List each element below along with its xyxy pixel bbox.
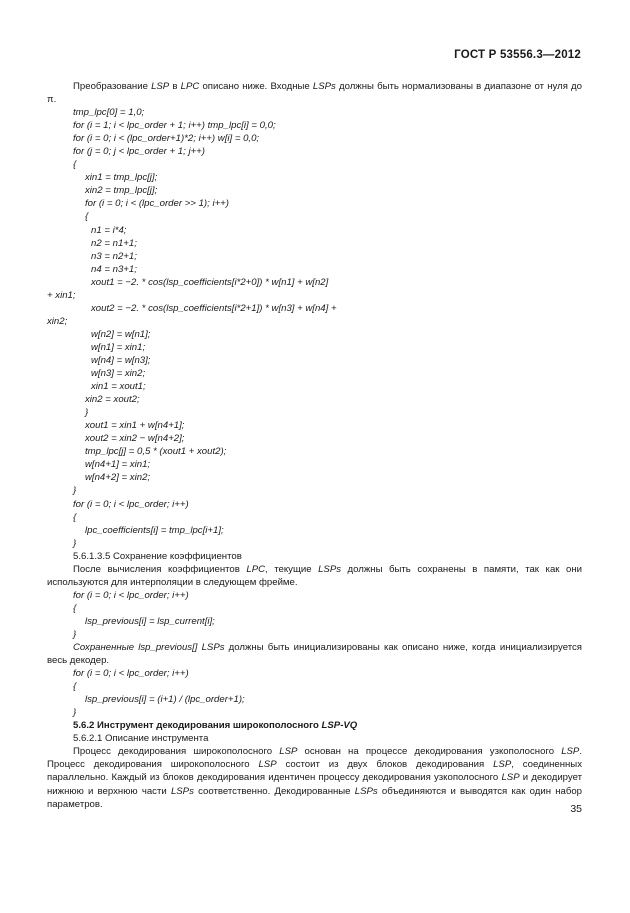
code-line: n1 = i*4; <box>91 224 127 236</box>
tool-paragraph <box>47 745 582 810</box>
code-line: xout2 = xin2 − w[n4+2]; <box>85 433 185 445</box>
page-content <box>47 80 582 811</box>
code-line: w[n1] = xin1; <box>91 341 146 353</box>
text-run: LSP <box>151 81 170 92</box>
section-title: 5.6.1.3.5 Сохранение коэффициентов <box>73 550 242 562</box>
text-run: LSP <box>561 746 580 758</box>
text-run: должны быть сохранены в памяти, так как они используются для интерполяции в следующем фрейме. <box>47 563 582 588</box>
code-line: xin1 = xout1; <box>91 381 146 393</box>
code-line: tmp_lpc[j] = 0,5 * (xout1 + xout2); <box>85 446 227 458</box>
code-line: xin1 = tmp_lpc[j]; <box>85 172 158 184</box>
code-line: xout1 = −2. * cos(lsp_coefficients[i*2+0]) * w[n1] + w[n2] <box>91 276 329 288</box>
text-run: , текущие <box>265 563 319 575</box>
code-line: for (i = 0; i < lpc_order; i++) <box>73 589 189 601</box>
code-line: for (i = 0; i < (lpc_order+1)*2; i++) w[i] = 0,0; <box>73 133 260 145</box>
code-line: tmp_lpc[0] = 1,0; <box>73 107 145 119</box>
code-line: xout1 = xin1 + w[n4+1]; <box>85 420 185 432</box>
text-run: в <box>169 81 181 92</box>
code-line: { <box>85 211 89 223</box>
code-line: w[n4] = w[n3]; <box>91 354 151 366</box>
init-paragraph <box>47 641 582 667</box>
text-run: должны быть нормализованы в диапазоне от нуля до π. <box>47 81 582 106</box>
text-run: должны быть инициализированы как описано ниже, когда инициализируется весь декодер. <box>47 642 582 667</box>
code-block-save <box>47 589 582 641</box>
intro-paragraph <box>47 80 582 106</box>
code-line: } <box>73 628 77 640</box>
text-run: LSP <box>493 759 512 771</box>
text-run: LPC <box>180 81 200 92</box>
code-line: lpc_coefficients[i] = tmp_lpc[i+1]; <box>85 524 224 536</box>
code-line: lsp_previous[i] = (i+1) / (lpc_order+1); <box>85 694 245 706</box>
code-line: n2 = n1+1; <box>91 237 137 249</box>
code-line: for (j = 0; j < lpc_order + 1; j++) <box>73 146 205 158</box>
code-block-lsp-to-lpc <box>47 106 582 550</box>
code-line: w[n2] = w[n1]; <box>91 328 151 340</box>
code-line: } <box>73 537 77 549</box>
text-run: Преобразование <box>73 81 152 92</box>
text-run: LSPs <box>312 81 336 92</box>
code-line: { <box>73 159 77 171</box>
page-number: 35 <box>570 803 582 815</box>
subsection-title: 5.6.2.1 Описание инструмента <box>73 733 209 745</box>
document-header: ГОСТ Р 53556.3—2012 <box>454 49 581 61</box>
code-line: w[n3] = xin2; <box>91 368 146 380</box>
code-line: for (i = 0; i < lpc_order; i++) <box>73 498 189 510</box>
code-line: xin2 = tmp_lpc[j]; <box>85 185 158 197</box>
code-line: for (i = 1; i < lpc_order + 1; i++) tmp_lpc[i] = 0,0; <box>73 120 276 132</box>
save-paragraph <box>47 563 582 589</box>
text-run: основан на процессе декодирования узкополосного <box>297 746 562 758</box>
text-run: LPC <box>246 563 266 575</box>
code-line: lsp_previous[i] = lsp_current[i]; <box>85 615 215 627</box>
text-run: LSPs <box>318 563 342 575</box>
code-line: n4 = n3+1; <box>91 263 137 275</box>
text-run: , соединенных параллельно. Каждый из блоков декодирования идентичен процессу декодирования узкополосного <box>47 759 582 784</box>
code-line: for (i = 0; i < (lpc_order >> 1); i++) <box>85 198 229 210</box>
code-line: } <box>85 407 89 419</box>
section-heading <box>47 719 582 732</box>
code-line: xin2 = xout2; <box>85 394 140 406</box>
code-line: } <box>73 485 77 497</box>
code-line: + xin1; <box>47 289 76 301</box>
code-line: for (i = 0; i < lpc_order; i++) <box>73 668 189 680</box>
text-run: После вычисления коэффициентов <box>73 563 247 575</box>
text-run: LSP <box>501 772 520 784</box>
code-line: { <box>73 681 77 693</box>
code-block-init <box>47 667 582 719</box>
code-line: { <box>73 511 77 523</box>
code-line: n3 = n2+1; <box>91 250 137 262</box>
text-run: соответственно. Декодированные <box>193 785 355 797</box>
code-line: { <box>73 602 77 614</box>
text-run: состоит из двух блоков декодирования <box>276 759 494 771</box>
text-run: LSPs <box>354 785 378 797</box>
text-run: LSP <box>258 759 277 771</box>
text-run: 5.6.2 Инструмент декодирования широкополосного <box>73 720 322 732</box>
text-run: LSPs <box>170 785 194 797</box>
text-run: объединяются и выводятся как один набор параметров. <box>47 785 583 810</box>
text-run: LSP <box>279 746 298 758</box>
text-run: Сохраненные lsp_previous[] LSPs <box>73 642 225 654</box>
code-line: w[n4+2] = xin2; <box>85 472 151 484</box>
text-run: LSP-VQ <box>321 720 358 732</box>
text-run: и декодирует нижнюю и верхнюю части <box>47 772 582 797</box>
text-run: . Процесс декодирования широкополосного <box>47 746 582 771</box>
text-run: описано ниже. Входные <box>199 81 313 92</box>
code-line: xout2 = −2. * cos(lsp_coefficients[i*2+1]) * w[n3] + w[n4] + <box>91 302 337 314</box>
code-line: w[n4+1] = xin1; <box>85 459 151 471</box>
code-line: xin2; <box>47 315 68 327</box>
code-line: } <box>73 707 77 719</box>
text-run: Процесс декодирования широкополосного <box>73 746 280 758</box>
